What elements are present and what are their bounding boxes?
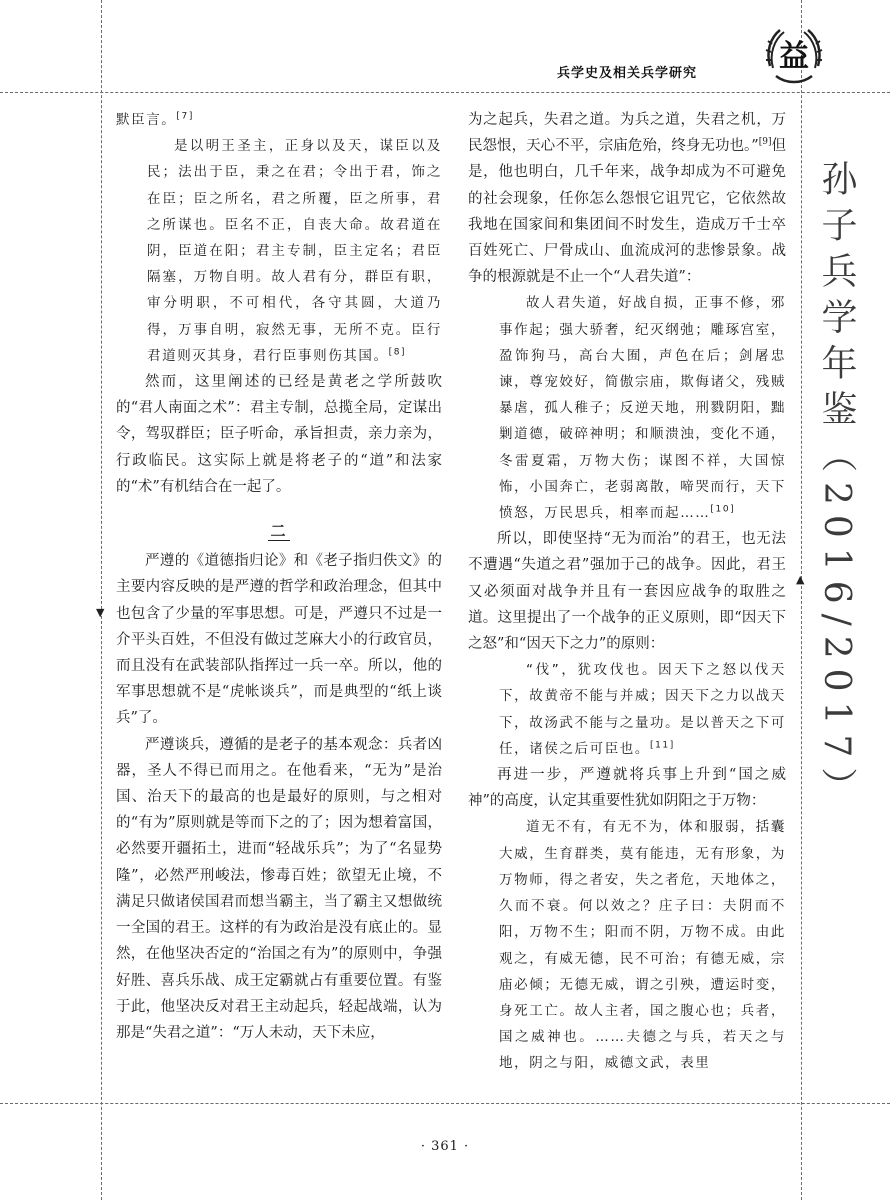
right-column [468,107,786,1077]
side-book-title: 孙子兵学年鉴（2016/2017） [816,160,857,814]
running-title: 兵学史及相关兵学研究 [557,66,698,81]
section-heading [116,518,442,544]
paragraph: 所以，即使坚持“无为而治”的君王，也无法不遭遇“失道之君”强加于己的战争。因此，君王又必须面对战争并且有一套因应战争的取胜之道。这里提出了一个战争的正义原则，即“因天下之怒”和“因天下之力”的原则： [468,531,786,653]
footnote-ref: [10] [710,504,736,515]
top-divider [0,92,890,93]
block-quote [468,657,786,762]
quote-continuation [116,107,442,133]
page-number: · 361 · [420,1139,470,1154]
paragraph-text: 为之起兵，失君之道。为兵之道，失君之机，万民怨恨，天心不平，宗庙危殆，终身无功也。” [468,112,786,155]
bottom-divider [0,1103,890,1104]
paragraph: 再进一步，严遵就将兵事上升到“国之威神”的高度，认定其重要性犹如阴阳之于万物： [468,767,786,810]
block-quote: 道无不有，有无不为，体和服弱，括囊大威，生育群类，莫有能违，无有形象，为万物师，得之者安，失之者危，天地体之，久而不衰。何以效之？庄子曰：夫阴而不阳，万物不生；阳而不阴，万物不成。由此观之，有威无德，民不可治；有德无威，宗庙必倾；无德无威，谓之引殃，遭运时变，身死工亡。故人主者，国之腹心也；兵者，国之威神也。……夫德之与兵，若天之与地，阴之与阳，威德文武，表里 [499,819,786,1072]
footnote-ref: [11] [650,740,675,751]
block-quote [116,133,442,369]
block-quote-text: “伐”，犹攻伐也。因天下之怒以伐天下，故黄帝不能与并威；因天下之力以战天下，故汤武不能与之量功。是以普天之下可任，诸侯之后可臣也。 [499,662,786,757]
quote-continuation-text: 默臣言。 [116,112,177,128]
footnote-ref: [8] [388,347,407,358]
section-number: 二 [270,522,288,541]
block-quote-text: 是以明王圣主，正身以及天，谋臣以及民；法出于臣，秉之在君；令出于君，饰之在臣；臣之所名，君之所覆，臣之所事，君之所谋也。臣名不正，自丧大命。故君道在阴，臣道在阳；君主专制，臣主定名；君臣隔塞，万物自明。故人君有分，群臣有职，审分明职，不可相代，各守其圆，大道乃得，万事自明，寂然无事，无所不克。臣行君道则灭其身，君行臣事则伤其国。 [147,138,442,364]
left-margin-arrow-icon: ▼ [96,606,105,619]
paragraph: 然而，这里阐述的已经是黄老之学所鼓吹的“君人南面之术”：君主专制，总揽全局，定谋出令，驾驭群臣；臣子听命，承旨担责，亲力亲为，行政临民。这实际上就是将老子的“道”和法家的“术”有机结合在一起了。 [116,374,442,495]
block-quote [468,290,786,526]
paragraph: 严遵的《道德指归论》和《老子指归佚文》的主要内容反映的是严遵的哲学和政治理念，但其中也包含了少量的军事思想。可是，严遵只不过是一介平头百姓，不但没有做过芝麻大小的行政官员，而且没有在武装部队指挥过一兵一卒。所以，他的军事思想就不是“虎帐谈兵”，而是典型的“纸上谈兵”了。 [116,553,442,727]
paragraph: 严遵谈兵，遵循的是老子的基本观念：兵者凶器，圣人不得已而用之。在他看来，“无为”是治国、治天下的最高的也是最好的原则，与之相对的“有为”原则就是等而下之的了；因为想着富国，必然要开疆拓土，进而“轻战乐兵”；为了“名显势隆”，必然严刑峻法，惨毒百姓；欲望无止境，不满足只做诸侯国君而想当霸主，当了霸主又想做统一全国的君王。这样的有为政治是没有底止的。显然，在他坚决否定的“治国之有为”的原则中，争强好胜、喜兵乐战、成王定霸就占有重要位置。有鉴于此，他坚决反对君王主动起兵，轻起战端，认为那是“失君之道”：“万人未动，天下未应， [116,736,442,1041]
right-margin-line [801,0,802,1200]
yearbook-logo-icon [760,22,828,90]
paragraph [468,107,786,290]
right-margin-arrow-icon: ▲ [796,573,805,586]
footnote-ref: [9] [758,137,772,148]
left-margin-line [101,0,102,1200]
footnote-ref: [7] [176,111,194,122]
paragraph-text: 但是，他也明白，几千年来，战争却成为不可避免的社会现象，任你怎么怨恨它诅咒它，它依然故我地在国家间和集团间不时发生，造成万千士卒百姓死亡、尸骨成山、血流成河的悲惨景象。战争的根源就是不止一个“人君失道”： [468,138,786,286]
logo-glyph: 益 [779,39,809,74]
left-column [116,107,442,1046]
block-quote-text: 故人君失道，好战自损，正事不修，邪事作起；强大骄奢，纪灭纲弛；雕琢宫室，盈饰狗马，高台大囿，声色在后；剑屠忠谏，尊宠姣好，简傲宗庙，欺侮诸父，残贼暴虐，孤人稚子；反逆天地，刑戮阴阳，黜剿道德，破碎神明；和顺溃浊，变化不通，冬雷夏霜，万物大伤；谋图不祥，大国惊怖，小国奔亡，老弱离散，啼哭而行，天下愤怒，万民思兵，相率而起…… [499,295,786,522]
